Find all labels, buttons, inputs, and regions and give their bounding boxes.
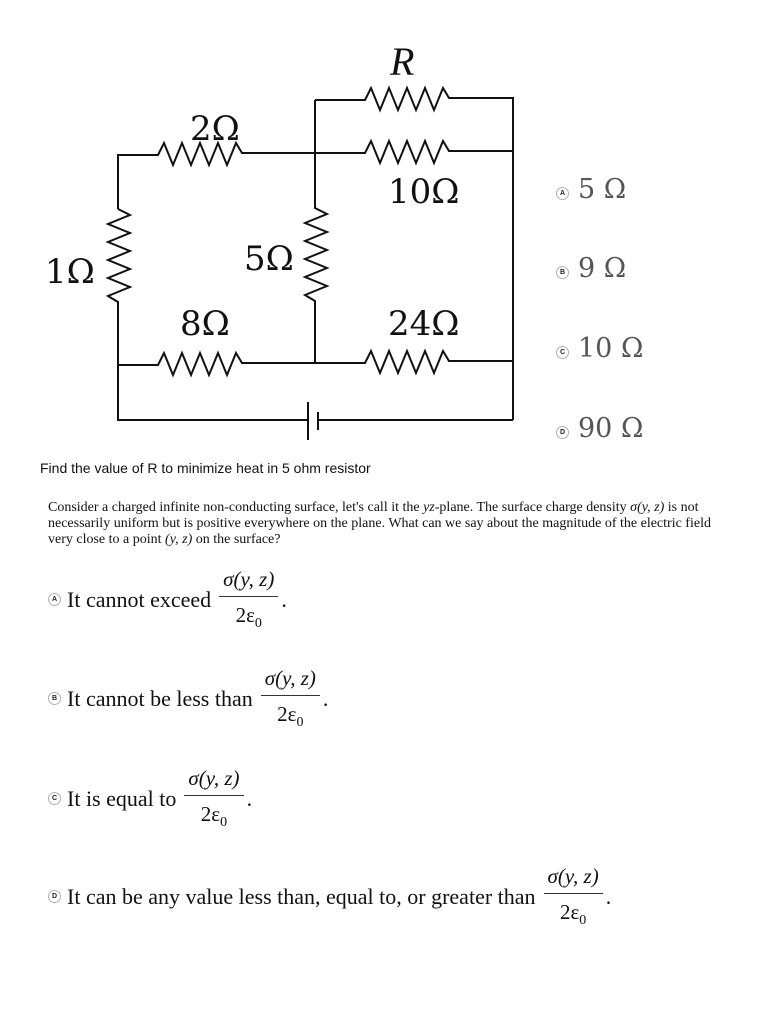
fraction-sigma-over-2eps0 [544, 864, 603, 929]
option-bubble-a[interactable]: A [48, 593, 61, 606]
option-bubble-c[interactable]: C [556, 346, 569, 359]
label-1ohm: 1Ω [45, 252, 95, 292]
fraction-denominator-base: 2ε [277, 702, 297, 726]
fraction-denominator [201, 796, 227, 831]
q2-option-a[interactable] [48, 567, 287, 632]
option-value-b: 9 Ω [578, 253, 627, 284]
fraction-numerator: σ(y, z) [261, 666, 320, 696]
fraction-numerator: σ(y, z) [219, 567, 278, 597]
option-value-d: 90 Ω [578, 413, 644, 444]
option-value-a: 5 Ω [578, 174, 627, 205]
q2-sigma: σ(y, z) [630, 500, 665, 515]
period: . [605, 883, 612, 909]
label-24ohm: 24Ω [388, 304, 460, 344]
question2-text [48, 500, 728, 548]
fraction-sigma-over-2eps0 [219, 567, 278, 632]
option-bubble-a[interactable]: A [556, 187, 569, 200]
q2-option-c[interactable] [48, 766, 252, 831]
fraction-denominator-sub: 0 [220, 815, 228, 831]
fraction-numerator: σ(y, z) [544, 864, 603, 894]
fraction-denominator-base: 2ε [559, 900, 580, 924]
fraction-denominator [560, 894, 586, 929]
option-text-c: It is equal to [67, 785, 177, 811]
fraction-denominator-sub: 0 [296, 715, 304, 731]
fraction-denominator [277, 696, 303, 731]
fraction-denominator [236, 597, 262, 632]
q2-point: (y, z) [165, 532, 193, 547]
option-bubble-d[interactable]: D [556, 426, 569, 439]
q2-option-b[interactable] [48, 666, 328, 731]
option-text-a: It cannot exceed [67, 586, 212, 612]
period: . [322, 685, 329, 711]
question1-text: Find the value of R to minimize heat in 5 ohm resistor [40, 460, 371, 476]
period: . [246, 785, 253, 811]
q2-text-part: -plane. The surface charge density [434, 500, 631, 515]
label-2ohm: 2Ω [190, 109, 240, 149]
label-5ohm: 5Ω [244, 239, 294, 279]
wire-top-r-branch [315, 88, 513, 153]
option-value-c: 10 Ω [578, 333, 644, 364]
label-8ohm: 8Ω [180, 304, 230, 344]
fraction-denominator-sub: 0 [254, 616, 262, 632]
label-r: R [390, 39, 415, 84]
period: . [281, 586, 287, 612]
fraction-denominator-base: 2ε [200, 802, 221, 826]
option-text-d: It can be any value less than, equal to, or greater than [67, 883, 536, 909]
q2-text-part: is not necessarily uniform but is positive everywhere on the plane. What can we say about the magnitude of the electric field very close to a point [48, 500, 711, 547]
fraction-sigma-over-2eps0 [261, 666, 320, 731]
q2-plane: yz [423, 500, 435, 515]
wire-middle-5ohm [305, 100, 327, 363]
option-text-b: It cannot be less than [67, 685, 253, 711]
option-bubble-c[interactable]: C [48, 792, 61, 805]
q2-option-d[interactable] [48, 864, 611, 929]
q2-text-part: Consider a charged infinite non-conducting surface, let's call it the [48, 500, 424, 515]
fraction-denominator-base: 2ε [235, 603, 255, 627]
option-bubble-b[interactable]: B [556, 266, 569, 279]
circuit-diagram [0, 0, 768, 460]
fraction-sigma-over-2eps0 [184, 766, 243, 831]
option-bubble-b[interactable]: B [48, 692, 61, 705]
fraction-numerator: σ(y, z) [184, 766, 243, 796]
fraction-denominator-sub: 0 [579, 913, 587, 929]
option-bubble-d[interactable]: D [48, 890, 61, 903]
q2-text-part: on the surface? [192, 532, 281, 547]
label-10ohm: 10Ω [388, 172, 460, 212]
